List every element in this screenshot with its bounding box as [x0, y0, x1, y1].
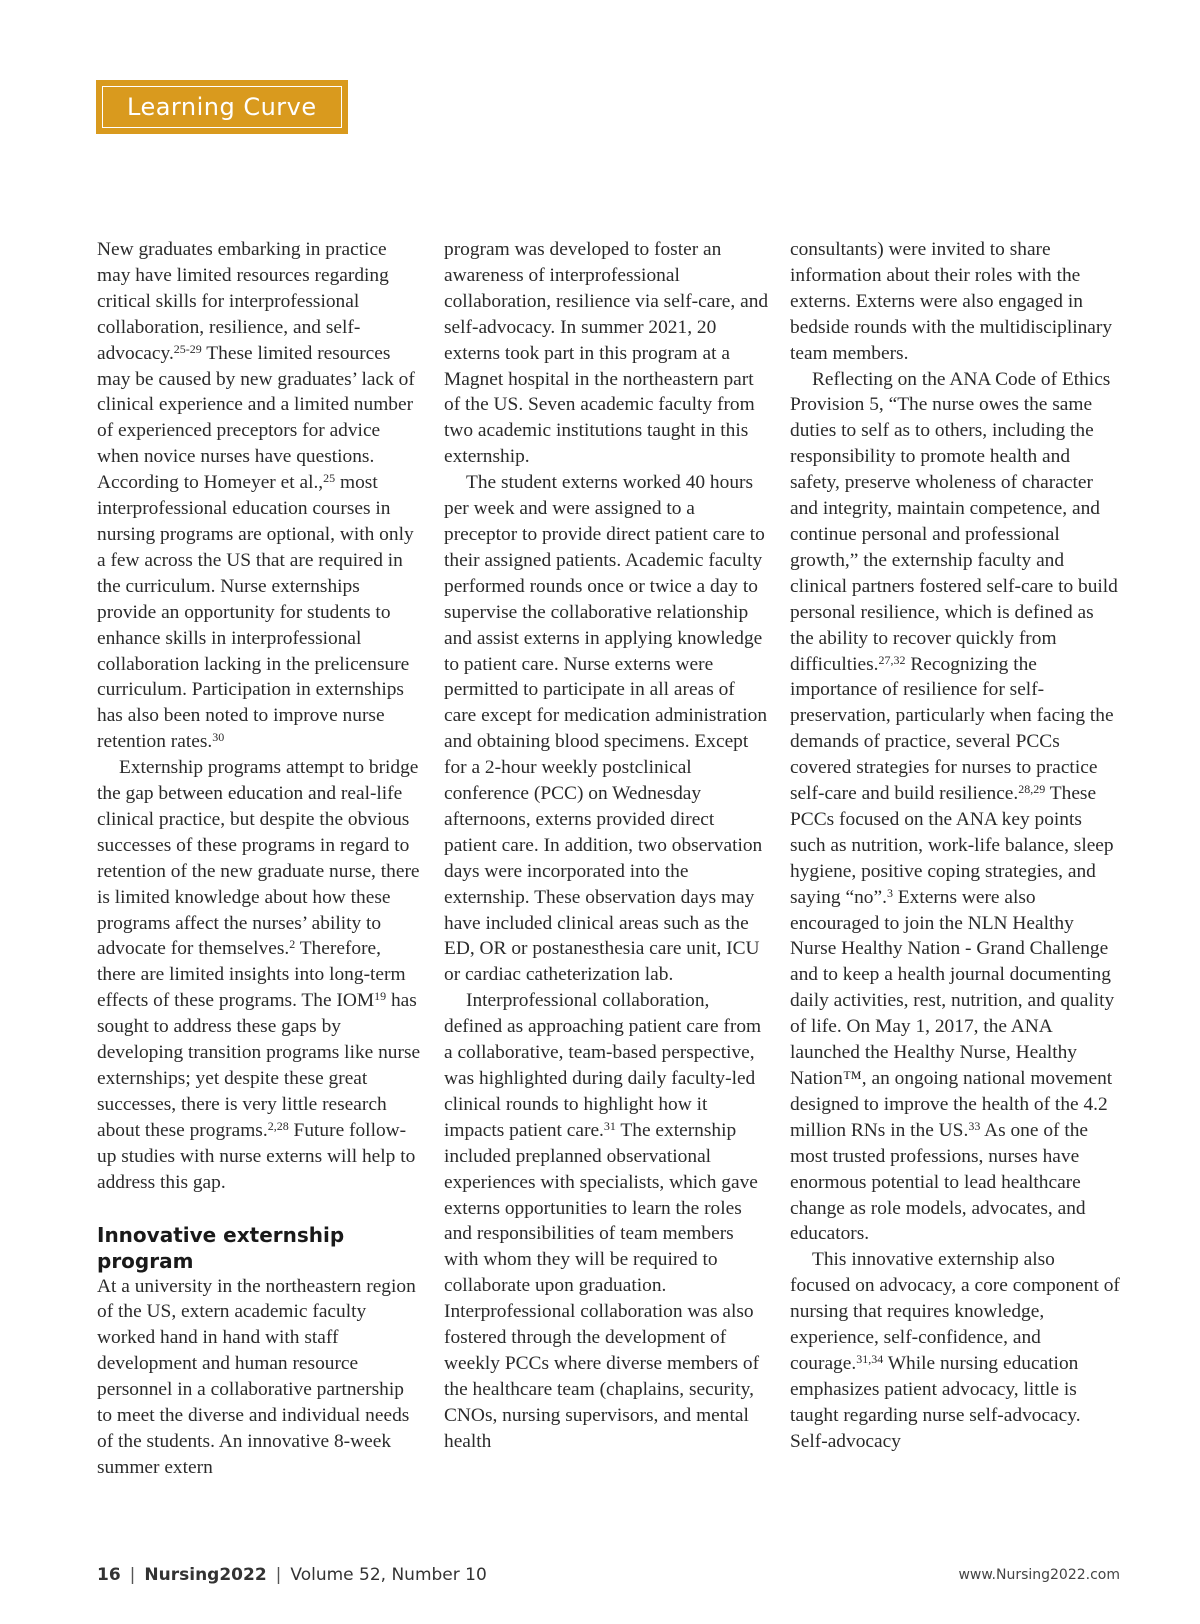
text-run: These PCCs focused on the ANA key points such as nutrition, work-life balance, sleep hygiene, positive coping strategies, and saying “no”. — [790, 783, 1114, 908]
footer-divider: | — [275, 1565, 282, 1585]
text-run: Externship programs attempt to bridge the gap between education and real-life clinical practice, but despite the obvious successes of these programs in regard to retention of the new graduate nurse, there is limited knowledge about how these programs affect the nurses’ ability to advocate for themselves. — [97, 757, 420, 960]
paragraph: program was developed to foster an awareness of interprofessional collaboration, resilience via self-care, and self-advocacy. In summer 2021, 20 externs took part in this program at a Magnet hospital in the northeastern part of the US. Seven academic faculty from two academic institutions taught in this externship. — [444, 239, 769, 468]
article-column-2 — [444, 237, 770, 1455]
citation: 31,34 — [856, 1351, 884, 1366]
paragraph — [444, 988, 770, 1454]
section-label: Learning Curve — [127, 93, 317, 121]
paragraph: The student externs worked 40 hours per week and were assigned to a preceptor to provide direct patient care to their assigned patients. Academic faculty performed rounds once or twice a day to supervise the collaborative relationship and assist externs in applying knowledge to patient care. Nurse externs were permitted to participate in all areas of care except for medication administration and obtaining blood specimens. Except for a 2-hour weekly postclinical conference (PCC) on Wednesday afternoons, externs provided direct patient care. In addition, two observation days were incorporated into the externship. These observation days may have included clinical areas such as the ED, OR or postanesthesia care unit, ICU or cardiac catheterization lab. — [444, 472, 768, 986]
paragraph: At a university in the northeastern region of the US, extern academic faculty worked hand in hand with staff development and human resource personnel in a collaborative partnership to meet the diverse and individual needs of the students. An innovative 8-week summer extern — [97, 1275, 416, 1478]
section-tab-frame — [102, 86, 342, 128]
citation: 25-29 — [173, 341, 202, 356]
section-heading: Innovative externship program — [97, 1222, 345, 1273]
section-tab — [96, 80, 348, 134]
footer-url: www.Nursing2022.com — [958, 1567, 1120, 1583]
citation: 28,29 — [1018, 782, 1046, 797]
text-run: Therefore, there are limited insights into long-term effects of these programs. The IOM — [97, 938, 406, 1012]
article-column-1 — [97, 237, 423, 1481]
text-run: These limited resources may be caused by new graduates’ lack of clinical experience and a limited number of experienced preceptors for advice when novice nurses have questions. According to Homeyer et al., — [97, 342, 415, 494]
text-run: Future follow-up studies with nurse externs will help to address this gap. — [97, 1119, 416, 1193]
citation: 2 — [289, 937, 296, 952]
text-run: This innovative externship also focused on advocacy, a core component of nursing that requires knowledge, experience, self-confidence, and courage. — [790, 1249, 1120, 1374]
citation: 30 — [212, 730, 225, 745]
page-number: 16 — [97, 1565, 121, 1585]
article-column-3 — [790, 237, 1120, 1455]
text-run: Recognizing the importance of resilience for self-preservation, particularly when facing the demands of practice, several PCCs covered strategies for nurses to practice self-care and build resilience. — [790, 653, 1114, 805]
text-run: most interprofessional education courses in nursing programs are optional, with only a few across the US that are required in the curriculum. Nurse externships provide an opportunity for students to enhance skills in interprofessional collaboration lacking in the prelicensure curriculum. Participation in externships has also been noted to improve nurse retention rates. — [97, 472, 414, 753]
text-run: Externs were also encouraged to join the NLN Healthy Nurse Healthy Nation - Grand Challenge and to keep a health journal documenting daily activities, rest, nutrition, and quality of life. On May 1, 2017, the ANA launched the Healthy Nurse, Healthy Nation™, an ongoing national movement designed to improve the health of the 4.2 million RNs in the US. — [790, 886, 1115, 1141]
text-run: Reflecting on the ANA Code of Ethics Provision 5, “The nurse owes the same duties to self as to others, including the responsibility to promote health and safety, preserve wholeness of character and integrity, maintain competence, and continue personal and professional growth,” the externship faculty and clinical partners fostered self-care to build personal resilience, which is defined as the ability to recover quickly from difficulties. — [790, 368, 1118, 675]
citation: 3 — [886, 885, 893, 900]
text-run: New graduates embarking in practice may have limited resources regarding critical skills for interprofessional collaboration, resilience, and self-advocacy. — [97, 239, 389, 364]
text-run: The externship included preplanned observational experiences with specialists, which gave externs opportunities to learn the roles and responsibilities of team members with whom they will be required to collaborate upon graduation. Interprofessional collaboration was also fostered through the development of weekly PCCs where diverse members of the healthcare team (chaplains, security, CNOs, nursing supervisors, and mental health — [444, 1119, 760, 1452]
paragraph — [97, 755, 423, 1195]
text-run: As one of the most trusted professions, nurses have enormous potential to lead healthcare change as role models, advocates, and educators. — [790, 1119, 1089, 1245]
footer-folio — [97, 1565, 487, 1585]
magazine-name: Nursing2022 — [144, 1565, 267, 1585]
text-run: has sought to address these gaps by developing transition programs like nurse externships; yet despite these great successes, there is very little research about these programs. — [97, 990, 421, 1141]
text-run: Interprofessional collaboration, defined as approaching patient care from a collaborative, team-based perspective, was highlighted during daily faculty-led clinical rounds to highlight how it impacts patient care. — [444, 990, 762, 1141]
text-run: While nursing education emphasizes patient advocacy, little is taught regarding nurse self-advocacy. Self-advocacy — [790, 1352, 1081, 1452]
footer-divider: | — [129, 1565, 136, 1585]
citation: 27,32 — [878, 652, 906, 667]
paragraph — [97, 237, 423, 755]
paragraph — [790, 1247, 1120, 1454]
citation: 31 — [603, 1118, 616, 1133]
citation: 2,28 — [267, 1118, 289, 1133]
paragraph — [790, 367, 1120, 1248]
citation: 19 — [374, 989, 387, 1004]
page-footer — [97, 1565, 1120, 1589]
paragraph: consultants) were invited to share information about their roles with the externs. Externs were also engaged in bedside rounds with the multidisciplinary team members. — [790, 239, 1113, 364]
citation: 33 — [968, 1118, 981, 1133]
issue-info: Volume 52, Number 10 — [290, 1565, 487, 1585]
citation: 25 — [323, 471, 336, 486]
